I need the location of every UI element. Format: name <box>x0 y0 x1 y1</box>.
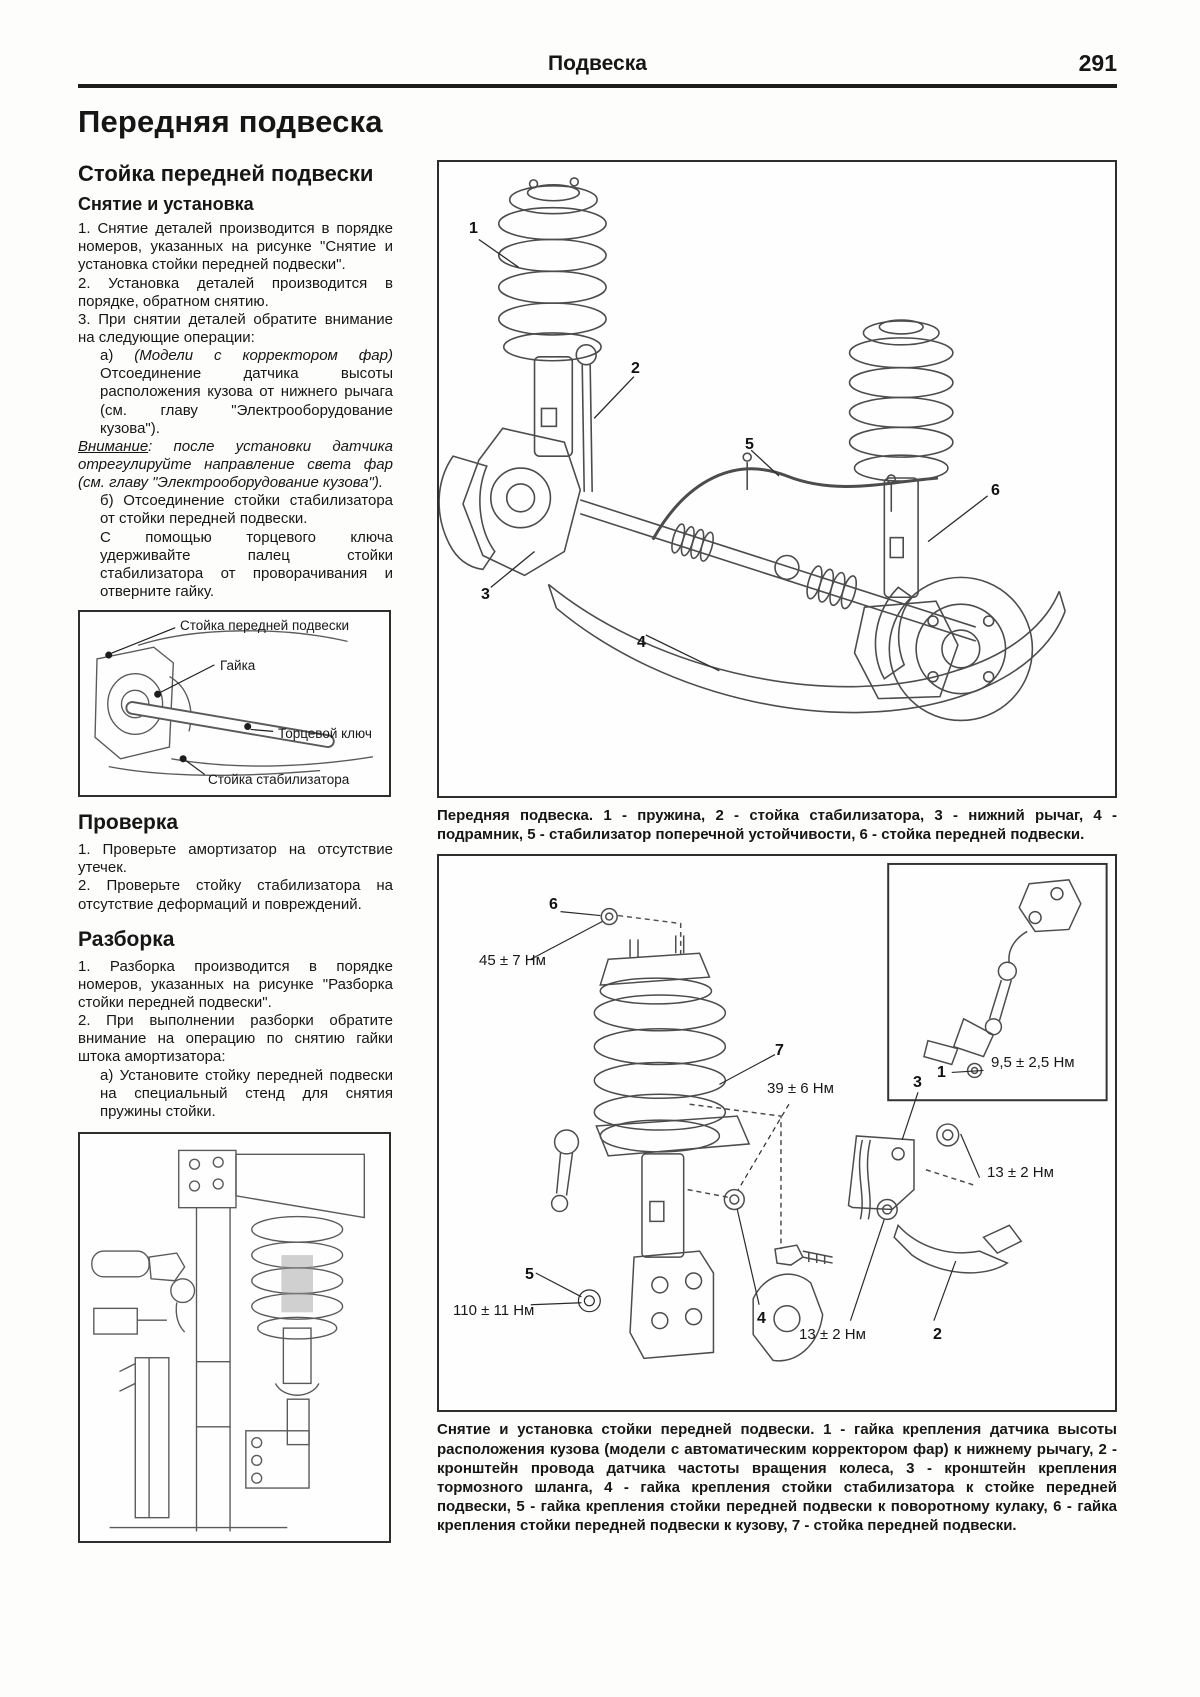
callout-1: 1 <box>937 1064 946 1082</box>
page-content <box>78 160 1117 1546</box>
page-title: Передняя подвеска <box>78 104 383 139</box>
paragraph-text: Отсоединение датчика высоты расположения кузова от нижнего рычага (см. главу "Электрооборудование кузова"). <box>100 365 393 437</box>
left-column <box>78 160 393 1546</box>
torque-13nm-a: 13 ± 2 Нм <box>987 1164 1054 1182</box>
callout-6: 6 <box>549 896 558 914</box>
front-suspension-drawing <box>439 162 1115 796</box>
figure-socket-wrench <box>78 610 391 797</box>
callout-4: 4 <box>637 634 646 651</box>
torque-45nm: 45 ± 7 Нм <box>479 952 546 970</box>
torque-110nm: 110 ± 11 Нм <box>453 1302 535 1320</box>
warning-label: Внимание <box>78 437 149 455</box>
paragraph: 1. Проверьте амортизатор на отсутствие утечек. <box>78 841 393 877</box>
callout-2: 2 <box>631 360 640 377</box>
figure-caption-suspension: Передняя подвеска. 1 - пружина, 2 - стойка стабилизатора, 3 - нижний рычаг, 4 - подрамник, 5 - стабилизатор поперечной устойчивости, 6 - стойка передней подвески. <box>437 807 1117 844</box>
paragraph: 2. Установка деталей производится в порядке, обратном снятию. <box>78 274 393 310</box>
callout-leader-lines <box>531 912 984 1321</box>
callout-4: 4 <box>757 1310 766 1328</box>
figure-label-nut: Гайка <box>220 658 256 674</box>
figure-label-stabilizer: Стойка стабилизатора <box>208 772 350 788</box>
callout-2: 2 <box>933 1326 942 1344</box>
figure-front-suspension <box>437 160 1117 798</box>
page-number: 291 <box>1078 50 1117 76</box>
subsection-removal: Снятие и установка <box>78 194 254 215</box>
paragraph: 2. При выполнении разборки обратите внимание на операцию по снятию гайки штока амортизатора: <box>78 1012 393 1066</box>
figure-caption-strut: Снятие и установка стойки передней подвески. 1 - гайка крепления датчика высоты расположения кузова (модели с автоматическим корректором фар) к нижнему рычагу, 2 - кронштейн провода датчика частоты вращения колеса, 3 - кронштейн крепления тормозного шланга, 4 - гайка крепления стойки стабилизатора к стойке передней подвески, 5 - гайка крепления стойки передней подвески к поворотному кулаку, 6 - гайка крепления стойки передней подвески к кузову, 7 - стойка передней подвески. <box>437 1421 1117 1535</box>
paragraph: 1. Снятие деталей производится в порядке номеров, указанных на рисунке "Снятие и установка стойки передней подвески". <box>78 220 393 274</box>
italic-note: (Модели с корректором фар) <box>134 347 393 365</box>
figure-strut-removal <box>437 854 1117 1412</box>
page-header <box>78 52 1117 88</box>
warning-paragraph <box>78 438 393 492</box>
section-heading-disassembly: Разборка <box>78 927 175 951</box>
right-column <box>437 160 1117 1546</box>
section-heading-check: Проверка <box>78 811 179 835</box>
section-heading-strut: Стойка передней подвески <box>78 161 374 186</box>
figure-strut-stand <box>78 1132 391 1543</box>
torque-9nm: 9,5 ± 2,5 Нм <box>991 1054 1075 1072</box>
callout-6: 6 <box>991 482 1000 499</box>
strut-removal-drawing <box>439 856 1115 1410</box>
paragraph-sub-b: б) Отсоединение стойки стабилизатора от стойки передней подвески. <box>100 492 393 528</box>
callout-1: 1 <box>469 220 478 237</box>
figure-label-strut: Стойка передней подвески <box>180 618 350 634</box>
paragraph: 2. Проверьте стойку стабилизатора на отсутствие деформаций и повреждений. <box>78 877 393 913</box>
socket-wrench-drawing <box>80 612 389 795</box>
list-marker: а) <box>100 347 135 365</box>
callout-3: 3 <box>913 1074 922 1092</box>
callout-7: 7 <box>775 1042 784 1060</box>
paragraph: 1. Разборка производится в порядке номеров, указанных на рисунке "Разборка стойки передней подвески". <box>78 957 393 1011</box>
paragraph-sub-a2: а) Установите стойку передней подвески на специальный стенд для снятия пружины стойки. <box>100 1066 393 1120</box>
chapter-title: Подвеска <box>548 52 647 75</box>
torque-39nm: 39 ± 6 Нм <box>767 1080 834 1098</box>
callout-3: 3 <box>481 586 490 603</box>
paragraph-sub-b2: С помощью торцевого ключа удерживайте палец стойки стабилизатора от проворачивания и отверните гайку. <box>100 528 393 600</box>
paragraph: 3. При снятии деталей обратите внимание на следующие операции: <box>78 310 393 347</box>
paragraph-sub-a <box>78 347 393 438</box>
strut-stand-drawing <box>80 1134 389 1541</box>
torque-13nm-b: 13 ± 2 Нм <box>799 1326 866 1344</box>
warning-text: : после установки датчика отрегулируйте направление света фар (см. главу "Электрооборудование кузова"). <box>78 437 393 492</box>
callout-5: 5 <box>525 1266 534 1284</box>
figure-label-wrench: Торцевой ключ <box>278 726 372 742</box>
callout-5: 5 <box>745 436 754 453</box>
